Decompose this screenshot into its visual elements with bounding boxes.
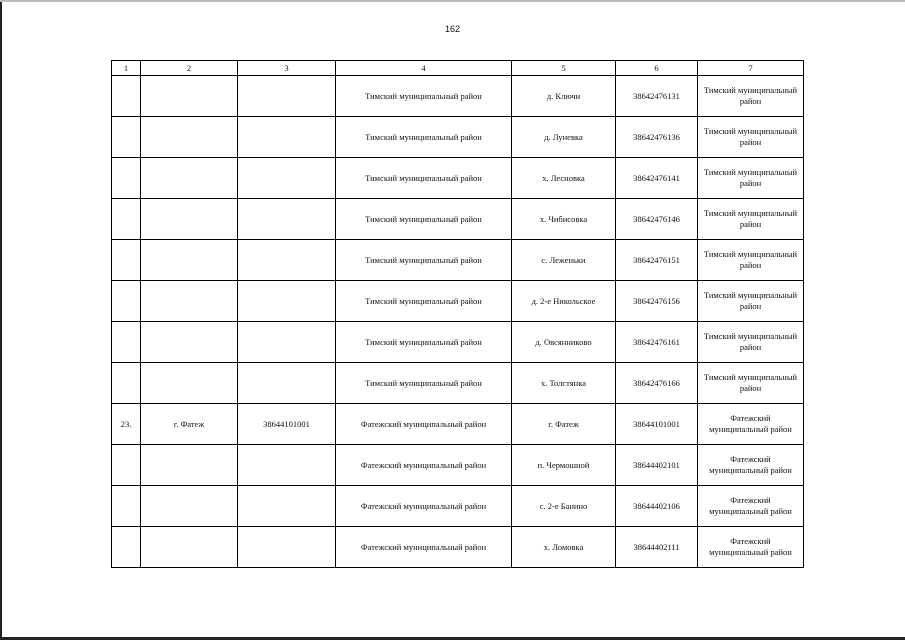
cell-number bbox=[112, 199, 141, 240]
cell-oktmo bbox=[238, 527, 336, 568]
cell-code: 38642476131 bbox=[616, 76, 698, 117]
cell-oktmo bbox=[238, 281, 336, 322]
cell-locality: г. Фатеж bbox=[512, 404, 616, 445]
table-row bbox=[112, 363, 804, 404]
cell-locality: х. Ломовка bbox=[512, 527, 616, 568]
cell-municipality: Фатежский муниципальный район bbox=[698, 404, 804, 445]
cell-locality: д. 2-е Никольское bbox=[512, 281, 616, 322]
table-row bbox=[112, 527, 804, 568]
cell-oktmo bbox=[238, 486, 336, 527]
cell-code: 38644402106 bbox=[616, 486, 698, 527]
cell-oktmo bbox=[238, 322, 336, 363]
cell-code: 38644101001 bbox=[616, 404, 698, 445]
cell-municipality: Тимский муниципальный район bbox=[698, 322, 804, 363]
cell-code: 38642476161 bbox=[616, 322, 698, 363]
cell-number bbox=[112, 117, 141, 158]
cell-municipality: Тимский муниципальный район bbox=[698, 363, 804, 404]
table-row bbox=[112, 199, 804, 240]
cell-number bbox=[112, 445, 141, 486]
cell-code: 38642476141 bbox=[616, 158, 698, 199]
cell-settlement bbox=[141, 445, 238, 486]
cell-settlement bbox=[141, 240, 238, 281]
column-header: 1 bbox=[112, 61, 141, 76]
cell-municipality: Тимский муниципальный район bbox=[698, 240, 804, 281]
cell-number bbox=[112, 527, 141, 568]
cell-settlement: г. Фатеж bbox=[141, 404, 238, 445]
cell-municipality: Тимский муниципальный район bbox=[698, 117, 804, 158]
cell-oktmo: 38644101001 bbox=[238, 404, 336, 445]
cell-number bbox=[112, 76, 141, 117]
cell-number: 23. bbox=[112, 404, 141, 445]
table-row bbox=[112, 404, 804, 445]
cell-district: Фатежский муниципальный район bbox=[336, 527, 512, 568]
cell-locality: д. Ключи bbox=[512, 76, 616, 117]
cell-number bbox=[112, 486, 141, 527]
cell-number bbox=[112, 240, 141, 281]
cell-code: 38642476166 bbox=[616, 363, 698, 404]
cell-district: Фатежский муниципальный район bbox=[336, 445, 512, 486]
cell-number bbox=[112, 322, 141, 363]
cell-locality: с. Леженьки bbox=[512, 240, 616, 281]
cell-locality: д. Луневка bbox=[512, 117, 616, 158]
cell-district: Тимский муниципальный район bbox=[336, 158, 512, 199]
table-row bbox=[112, 76, 804, 117]
column-header: 4 bbox=[336, 61, 512, 76]
cell-code: 38642476146 bbox=[616, 199, 698, 240]
cell-settlement bbox=[141, 76, 238, 117]
cell-oktmo bbox=[238, 240, 336, 281]
cell-locality: х. Чибисовка bbox=[512, 199, 616, 240]
cell-locality: х. Толстянка bbox=[512, 363, 616, 404]
cell-settlement bbox=[141, 363, 238, 404]
column-header: 3 bbox=[238, 61, 336, 76]
cell-code: 38644402111 bbox=[616, 527, 698, 568]
cell-district: Тимский муниципальный район bbox=[336, 76, 512, 117]
cell-number bbox=[112, 281, 141, 322]
cell-oktmo bbox=[238, 158, 336, 199]
cell-locality: п. Чермошной bbox=[512, 445, 616, 486]
cell-code: 38642476136 bbox=[616, 117, 698, 158]
register-table bbox=[111, 60, 804, 568]
cell-settlement bbox=[141, 322, 238, 363]
column-header: 7 bbox=[698, 61, 804, 76]
cell-district: Тимский муниципальный район bbox=[336, 363, 512, 404]
cell-locality: с. 2-е Банино bbox=[512, 486, 616, 527]
cell-settlement bbox=[141, 199, 238, 240]
table-row bbox=[112, 281, 804, 322]
cell-locality: д. Овсянниково bbox=[512, 322, 616, 363]
cell-code: 38644402101 bbox=[616, 445, 698, 486]
cell-district: Фатежский муниципальный район bbox=[336, 486, 512, 527]
cell-municipality: Тимский муниципальный район bbox=[698, 76, 804, 117]
cell-settlement bbox=[141, 158, 238, 199]
cell-municipality: Тимский муниципальный район bbox=[698, 281, 804, 322]
cell-municipality: Фатежский муниципальный район bbox=[698, 527, 804, 568]
cell-district: Тимский муниципальный район bbox=[336, 117, 512, 158]
cell-number bbox=[112, 363, 141, 404]
table-row bbox=[112, 445, 804, 486]
cell-municipality: Тимский муниципальный район bbox=[698, 158, 804, 199]
table-row bbox=[112, 240, 804, 281]
column-header: 2 bbox=[141, 61, 238, 76]
page-edge-top bbox=[0, 0, 905, 2]
cell-settlement bbox=[141, 281, 238, 322]
header-row bbox=[112, 61, 804, 76]
column-header: 6 bbox=[616, 61, 698, 76]
cell-settlement bbox=[141, 486, 238, 527]
page-edge-left bbox=[0, 0, 2, 640]
cell-oktmo bbox=[238, 199, 336, 240]
cell-municipality: Тимский муниципальный район bbox=[698, 199, 804, 240]
cell-municipality: Фатежский муниципальный район bbox=[698, 486, 804, 527]
cell-code: 38642476156 bbox=[616, 281, 698, 322]
cell-district: Тимский муниципальный район bbox=[336, 281, 512, 322]
cell-district: Тимский муниципальный район bbox=[336, 322, 512, 363]
cell-oktmo bbox=[238, 363, 336, 404]
table-row bbox=[112, 158, 804, 199]
cell-oktmo bbox=[238, 117, 336, 158]
cell-district: Фатежский муниципальный район bbox=[336, 404, 512, 445]
cell-code: 38642476151 bbox=[616, 240, 698, 281]
table-row bbox=[112, 486, 804, 527]
table-row bbox=[112, 322, 804, 363]
column-header: 5 bbox=[512, 61, 616, 76]
cell-locality: х. Лесновка bbox=[512, 158, 616, 199]
cell-settlement bbox=[141, 117, 238, 158]
table-row bbox=[112, 117, 804, 158]
page-number: 162 bbox=[444, 24, 461, 34]
cell-oktmo bbox=[238, 445, 336, 486]
cell-district: Тимский муниципальный район bbox=[336, 240, 512, 281]
cell-number bbox=[112, 158, 141, 199]
cell-oktmo bbox=[238, 76, 336, 117]
cell-municipality: Фатежский муниципальный район bbox=[698, 445, 804, 486]
cell-settlement bbox=[141, 527, 238, 568]
cell-district: Тимский муниципальный район bbox=[336, 199, 512, 240]
